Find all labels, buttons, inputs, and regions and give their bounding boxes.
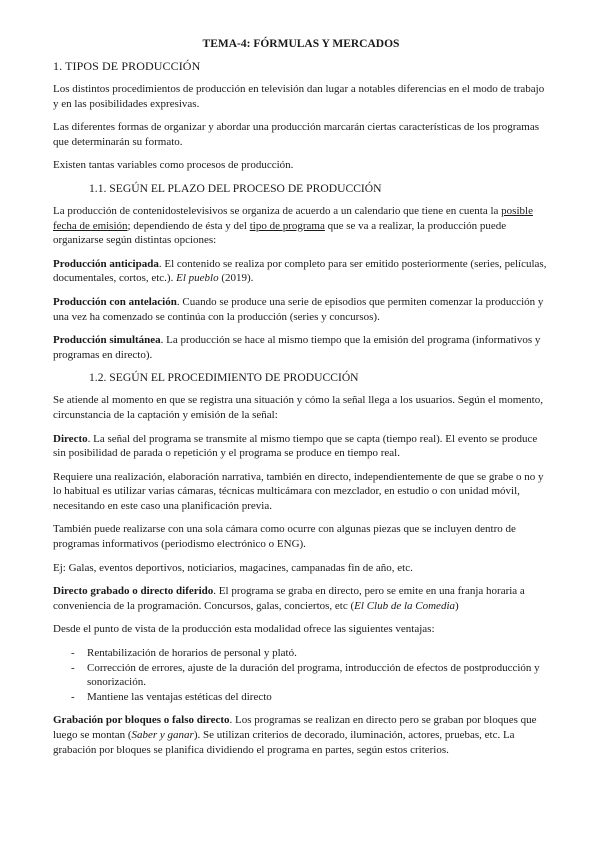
document-title: TEMA-4: FÓRMULAS Y MERCADOS: [202, 38, 400, 50]
subsection-1-1-intro: La producción de contenidostelevisivos se organiza de acuerdo a un calendario que tiene en cuenta la posible fecha de emisión; dependiendo de ésta y del tipo de programa que se va a realizar, la producción puede organizarse según distintas opciones:: [53, 204, 533, 247]
term: Directo: [53, 432, 88, 445]
grabacion-por-bloques: Grabación por bloques o falso directo. Los programas se realizan en directo pero se graban por bloques que luego se montan (Saber y ganar). Se utilizan criterios de decorado, iluminación, actores, pruebas, etc. La grabación por bloques se planifica dividiendo el programa en partes, según estos criterios.: [53, 714, 537, 756]
ventajas-list: [53, 646, 549, 704]
example-title: El pueblo: [176, 272, 219, 285]
document-page: [53, 38, 549, 766]
term: Producción anticipada: [53, 257, 159, 270]
section-1-intro-1: Los distintos procedimientos de producción en televisión dan lugar a notables diferencias en el modo de trabajo y en las posibilidades expresivas.: [53, 83, 545, 110]
section-1-intro-2: Las diferentes formas de organizar y abordar una producción marcarán ciertas características de los programas que determinarán su formato.: [53, 121, 540, 148]
example-title: El Club de la Comedia: [354, 599, 455, 612]
subsection-1-1-heading: 1.1. SEGÚN EL PLAZO DEL PROCESO DE PRODUCCIÓN: [89, 181, 382, 195]
underlined-phrase: posible fecha de emisión: [53, 204, 533, 232]
list-item: - Mantiene las ventajas estéticas del directo: [71, 690, 272, 703]
dash-bullet: -: [71, 661, 75, 674]
dash-bullet: -: [71, 690, 75, 703]
example-title: Saber y ganar: [131, 729, 194, 741]
section-1-heading: 1. TIPOS DE PRODUCCIÓN: [53, 59, 201, 73]
directo-paragraph-3: También puede realizarse con una sola cámara como ocurre con algunas piezas que se incluyen dentro de programas informativos (periodismo electrónico o ENG).: [53, 523, 516, 551]
directo-examples: Ej: Galas, eventos deportivos, noticiarios, magacines, campanadas fin de año, etc.: [53, 561, 413, 574]
directo: Directo. La señal del programa se transmite al mismo tiempo que se capta (tiempo real). El evento se produce sin posibilidad de parada o repetición y el programa se produce en tiempo real.: [53, 432, 538, 460]
list-item: - Rentabilización de horarios de personal y plató.: [71, 647, 297, 660]
term: Directo grabado o directo diferido: [53, 585, 214, 598]
directo-paragraph-2: Requiere una realización, elaboración narrativa, también en directo, independientemente de que se grabe o no y lo habitual es utilizar varias cámaras, técnicas multicámara con mezclador, en estudio o con unidad móvil, necesitando en este caso una planificación previa.: [53, 470, 544, 512]
underlined-phrase: tipo de programa: [249, 219, 325, 232]
directo-diferido: Directo grabado o directo diferido. El programa se graba en directo, pero se emite en una franja horaria a conveniencia de la programación. Concursos, galas, conciertos, etc (El Club de la Comedia): [53, 585, 525, 612]
dash-bullet: -: [71, 647, 75, 660]
subsection-1-2-heading: 1.2. SEGÚN EL PROCEDIMIENTO DE PRODUCCIÓN: [89, 371, 359, 385]
ventajas-intro: Desde el punto de vista de la producción esta modalidad ofrece las siguientes ventajas:: [53, 623, 435, 636]
subsection-1-2-intro: Se atiende al momento en que se registra una situación y cómo la señal llega a los usuarios. Según el momento, circunstancia de la captación y emisión de la señal:: [53, 394, 543, 421]
section-1-intro-3: Existen tantas variables como procesos de producción.: [53, 159, 294, 172]
term: Grabación por bloques o falso directo: [53, 714, 230, 727]
produccion-con-antelacion: Producción con antelación. Cuando se produce una serie de episodios que permiten comenzar la producción y una vez ha comenzado se continúa con la producción (series y concursos).: [53, 295, 544, 323]
produccion-simultanea: Producción simultánea. La producción se hace al mismo tiempo que la emisión del programa (informativos y programas en directo).: [53, 334, 541, 361]
term: Producción simultánea: [53, 334, 161, 347]
list-item: - Corrección de errores, ajuste de la duración del programa, introducción de efectos de postproducción y sonorización.: [71, 661, 540, 689]
term: Producción con antelación: [53, 295, 177, 308]
produccion-anticipada: Producción anticipada. El contenido se realiza por completo para ser emitido posteriormente (series, películas, documentales, cortos, etc.). El pueblo (2019).: [53, 257, 547, 285]
